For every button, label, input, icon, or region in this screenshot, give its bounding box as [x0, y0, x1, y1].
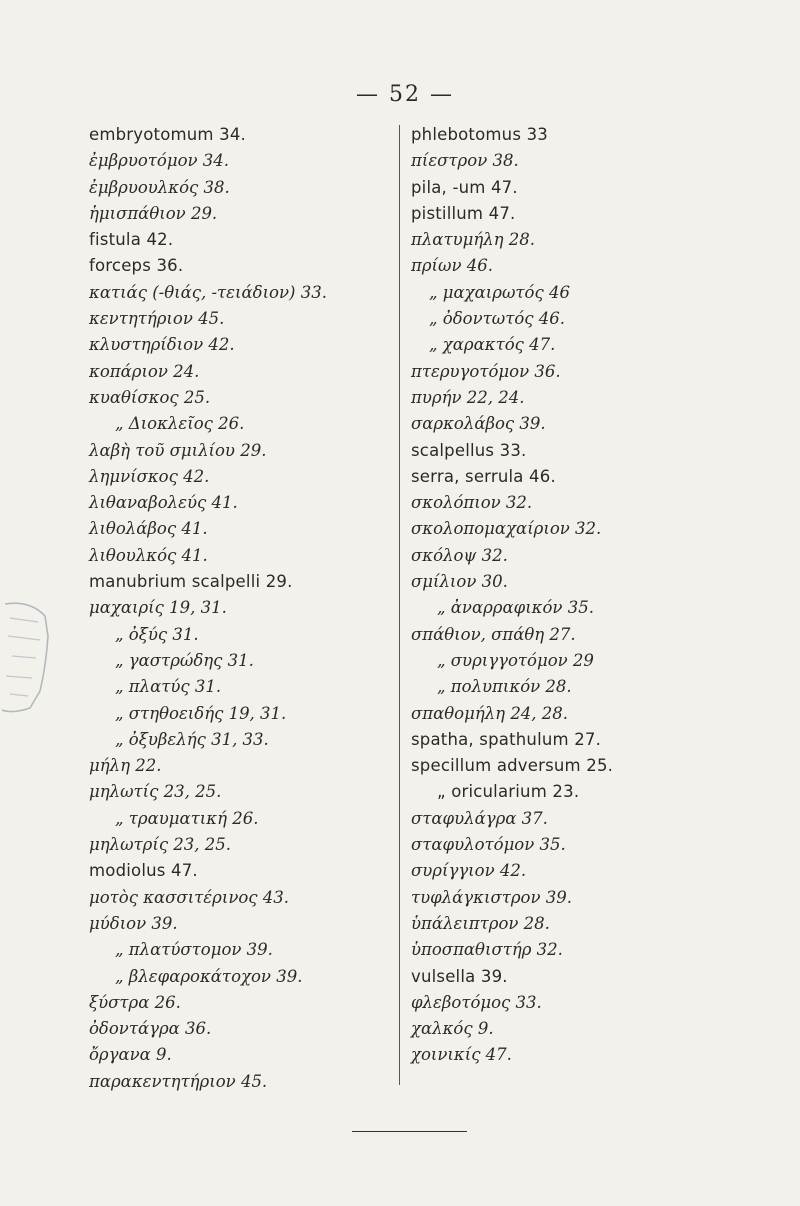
index-entry: „ πλατύς 31. — [115, 677, 222, 697]
index-entry: „ μαχαιρωτός 46 — [429, 282, 570, 302]
index-entry: „ πλατύστομον 39. — [115, 940, 273, 960]
index-column-left — [89, 122, 389, 1095]
index-entry: „ γαστρώδης 31. — [115, 650, 254, 670]
index-entry: ξύστρα 26. — [89, 992, 181, 1012]
index-entry: πυρήν 22, 24. — [411, 387, 525, 407]
index-entry: ἐμβρυουλκός 38. — [89, 177, 230, 197]
bottom-rule — [352, 1131, 467, 1132]
index-entry: pila, -um 47. — [411, 177, 518, 197]
index-entry: specillum adversum 25. — [411, 756, 614, 776]
index-entry: „ ὀξυβελής 31, 33. — [115, 729, 269, 749]
index-entry: σπάθιον, σπάθη 27. — [411, 624, 576, 644]
index-entry: κλυστηρίδιον 42. — [89, 335, 235, 355]
index-entry: vulsella 39. — [411, 966, 508, 986]
index-entry: ὀδοντάγρα 36. — [89, 1019, 212, 1039]
index-entry: „ oricularium 23. — [437, 782, 580, 802]
index-entry: scalpellus 33. — [411, 440, 527, 460]
index-entry: κατιάς (-θιάς, -τειάδιον) 33. — [89, 282, 327, 302]
index-entry: κοπάριον 24. — [89, 361, 200, 381]
index-entry: τυφλάγκιστρον 39. — [411, 887, 573, 907]
index-entry: „ χαρακτός 47. — [429, 335, 556, 355]
index-entry: μήλη 22. — [89, 756, 162, 776]
index-entry: λιθολάβος 41. — [89, 519, 208, 539]
index-entry: λιθουλκός 41. — [89, 545, 208, 565]
index-entry: ἐμβρυοτόμον 34. — [89, 151, 230, 171]
index-entry: manubrium scalpelli 29. — [89, 572, 293, 592]
index-entry: πτερυγοτόμον 36. — [411, 361, 561, 381]
index-entry: χαλκός 9. — [411, 1019, 494, 1039]
index-entry: phlebotomus 33 — [411, 125, 548, 144]
index-entry: σταφυλάγρα 37. — [411, 808, 548, 828]
index-entry: spatha, spathulum 27. — [411, 729, 602, 749]
index-entry: μαχαιρίς 19, 31. — [89, 598, 227, 618]
index-entry: σαρκολάβος 39. — [411, 414, 546, 434]
index-entry: μύδιον 39. — [89, 913, 178, 933]
index-entry: παρακεντητήριον 45. — [89, 1071, 268, 1091]
index-entry: σκολοπομαχαίριον 32. — [411, 519, 602, 539]
index-entry: φλεβοτόμος 33. — [411, 992, 542, 1012]
page-number: — 52 — — [356, 82, 454, 107]
index-entry: ὄργανα 9. — [89, 1045, 172, 1065]
index-entry: κεντητήριον 45. — [89, 309, 225, 329]
index-entry: „ πολυπικόν 28. — [437, 677, 572, 697]
index-entry: σταφυλοτόμον 35. — [411, 835, 566, 855]
index-entry: „ ἀναρραφικόν 35. — [437, 598, 594, 618]
index-entry: „ Διοκλεῖος 26. — [115, 414, 245, 434]
index-entry: λιθαναβολεύς 41. — [89, 493, 238, 513]
index-entry: „ συριγγοτόμον 29 — [437, 650, 594, 670]
index-entry: forceps 36. — [89, 256, 184, 276]
library-stamp-fragment — [0, 596, 50, 716]
index-entry: λαβὴ τοῦ σμιλίου 29. — [89, 440, 267, 460]
index-entry: λημνίσκος 42. — [89, 466, 210, 486]
index-entry: embryotomum 34. — [89, 125, 246, 144]
index-entry: ἡμισπάθιον 29. — [89, 203, 218, 223]
index-entry: μηλωτίς 23, 25. — [89, 782, 222, 802]
index-entry: serra, serrula 46. — [411, 466, 556, 486]
index-entry: συρίγγιον 42. — [411, 861, 527, 881]
index-entry: μηλωτρίς 23, 25. — [89, 835, 232, 855]
index-entry: σπαθομήλη 24, 28. — [411, 703, 569, 723]
index-entry: ὑποσπαθιστήρ 32. — [411, 940, 563, 960]
column-divider — [399, 125, 400, 1085]
index-entry: πίεστρον 38. — [411, 151, 519, 171]
index-entry: μοτὸς κασσιτέρινος 43. — [89, 887, 290, 907]
index-entry: σκολόπιον 32. — [411, 493, 533, 513]
index-entry: σμίλιον 30. — [411, 572, 508, 592]
index-entry: πρίων 46. — [411, 256, 493, 276]
index-entry: ὑπάλειπτρον 28. — [411, 913, 550, 933]
index-entry: modiolus 47. — [89, 861, 198, 881]
index-entry: fistula 42. — [89, 230, 174, 250]
index-entry: „ ὀδοντωτός 46. — [429, 309, 565, 329]
index-entry: πλατυμήλη 28. — [411, 230, 536, 250]
index-column-right — [411, 122, 771, 1069]
index-entry: σκόλοψ 32. — [411, 545, 508, 565]
index-entry: pistillum 47. — [411, 203, 516, 223]
index-entry: „ ὀξύς 31. — [115, 624, 199, 644]
index-entry: „ στηθοειδής 19, 31. — [115, 703, 287, 723]
index-entry: κυαθίσκος 25. — [89, 387, 211, 407]
index-entry: „ βλεφαροκάτοχον 39. — [115, 966, 303, 986]
index-entry: „ τραυματική 26. — [115, 808, 259, 828]
index-entry: χοινικίς 47. — [411, 1045, 512, 1065]
